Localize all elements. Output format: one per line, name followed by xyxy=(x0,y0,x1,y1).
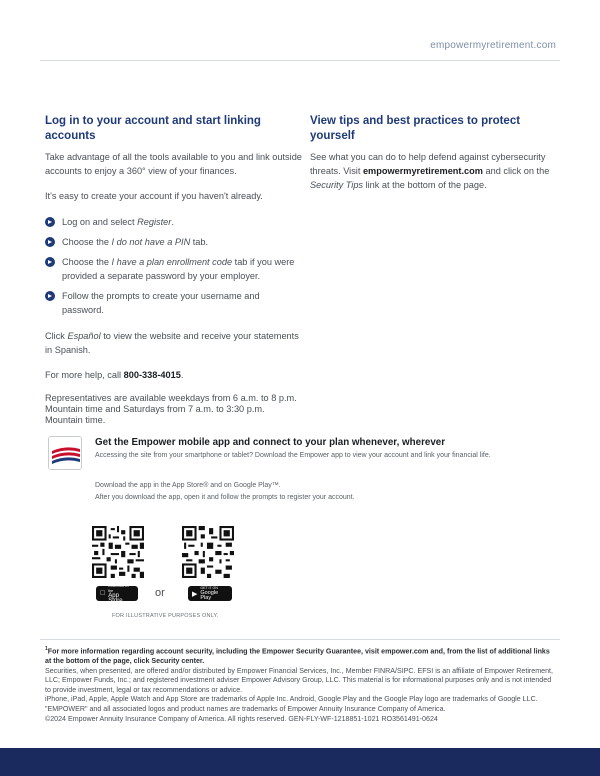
footer-disclosures xyxy=(45,645,555,724)
tips-link[interactable]: empowermyretirement.com xyxy=(362,166,483,176)
arrow-bullet-icon xyxy=(45,217,55,227)
illustrative-disclaimer: FOR ILLUSTRATIVE PURPOSES ONLY. xyxy=(112,613,219,619)
disclosure-line: "EMPOWER" and all associated logos and product names are trademarks of Empower Annuity Insurance Company of America. xyxy=(45,704,446,713)
app-download-text: Download the app in the App Store® and on Google Play™. xyxy=(95,482,281,489)
tips-text: See what you can do to help defend against cybersecurity threats. Visit empowermyretirement.com and click on the Security Tips link at the bottom of the page. xyxy=(310,152,550,190)
app-after-text: After you download the app, open it and follow the prompts to register your account. xyxy=(95,494,355,501)
list-item: Follow the prompts to create your username and password. xyxy=(45,289,303,317)
login-steps xyxy=(45,215,303,317)
help-text: For more help, call 800-338-4015. xyxy=(45,370,184,380)
list-item: Choose the I have a plan enrollment code tab if you were provided a separate password by your employer. xyxy=(45,255,303,283)
qr-code-icon[interactable] xyxy=(182,526,234,578)
footnote: $^1$For more information regarding account security, including the Empower Security Guarantee, visit empower.com and, from the list of additional links at the bottom of the page, click Security center. xyxy=(45,646,550,665)
google-play-badge[interactable]: ▶ GET IT ON Google Play xyxy=(188,586,232,601)
arrow-bullet-icon xyxy=(45,257,55,267)
disclosure-line: iPhone, iPad, Apple, Apple Watch and App Store are trademarks of Apple Inc. Android, Google Play and the Google Play logo are trademarks of Google LLC. xyxy=(45,695,538,704)
qr-code-icon[interactable] xyxy=(92,526,144,578)
apple-icon xyxy=(100,590,105,597)
google-play-icon: ▶ xyxy=(192,590,198,598)
tips-title: View tips and best practices to protect yourself xyxy=(310,115,521,142)
app-subtitle: Accessing the site from your smartphone or tablet? Download the Empower app to view your account and link your financial life. xyxy=(95,452,491,459)
or-text: or xyxy=(155,587,165,599)
app-store-badge[interactable]: Download on the App Store xyxy=(96,586,138,601)
espanol-text: Click Español to view the website and receive your statements in Spanish. xyxy=(45,331,299,355)
empower-logo-icon xyxy=(48,436,82,470)
footer-divider xyxy=(40,639,560,640)
header-url[interactable]: empowermyretirement.com xyxy=(430,40,556,51)
arrow-bullet-icon xyxy=(45,237,55,247)
help-phone[interactable]: 800-338-4015 xyxy=(123,370,181,380)
hours-text: Representatives are available weekdays from 6 a.m. to 8 p.m. Mountain time and Saturdays from 7 a.m. to 3:30 p.m. Mountain time. xyxy=(45,393,297,425)
login-easy: It's easy to create your account if you haven't already. xyxy=(45,191,263,201)
bottom-brand-bar xyxy=(0,748,600,776)
list-item: Choose the I do not have a PIN tab. xyxy=(45,235,303,249)
arrow-bullet-icon xyxy=(45,291,55,301)
app-title: Get the Empower mobile app and connect to your plan whenever, wherever xyxy=(95,437,446,448)
login-title: Log in to your account and start linking accounts xyxy=(45,115,261,142)
disclosure-line: ©2024 Empower Annuity Insurance Company of America. All rights reserved. GEN-FLY-WF-1218851-1021 RO3561491-0624 xyxy=(45,714,438,723)
header-divider xyxy=(40,60,560,61)
tips-section xyxy=(310,114,560,192)
login-section xyxy=(45,114,303,426)
login-intro: Take advantage of all the tools available to you and link outside accounts to enjoy a 360° view of your finances. xyxy=(45,152,302,176)
disclosure-line: Securities, when presented, are offered and/or distributed by Empower Financial Services, Inc., Member FINRA/SIPC. EFSI is an affiliate of Empower Retirement, LLC; Empower Funds, Inc.; and registered investment adviser Empower Advisory Group, LLC. This material is for informational purposes only and is not intended to provide investment, legal or tax recommendations or advice. xyxy=(45,666,553,694)
list-item: Log on and select Register. xyxy=(45,215,303,229)
